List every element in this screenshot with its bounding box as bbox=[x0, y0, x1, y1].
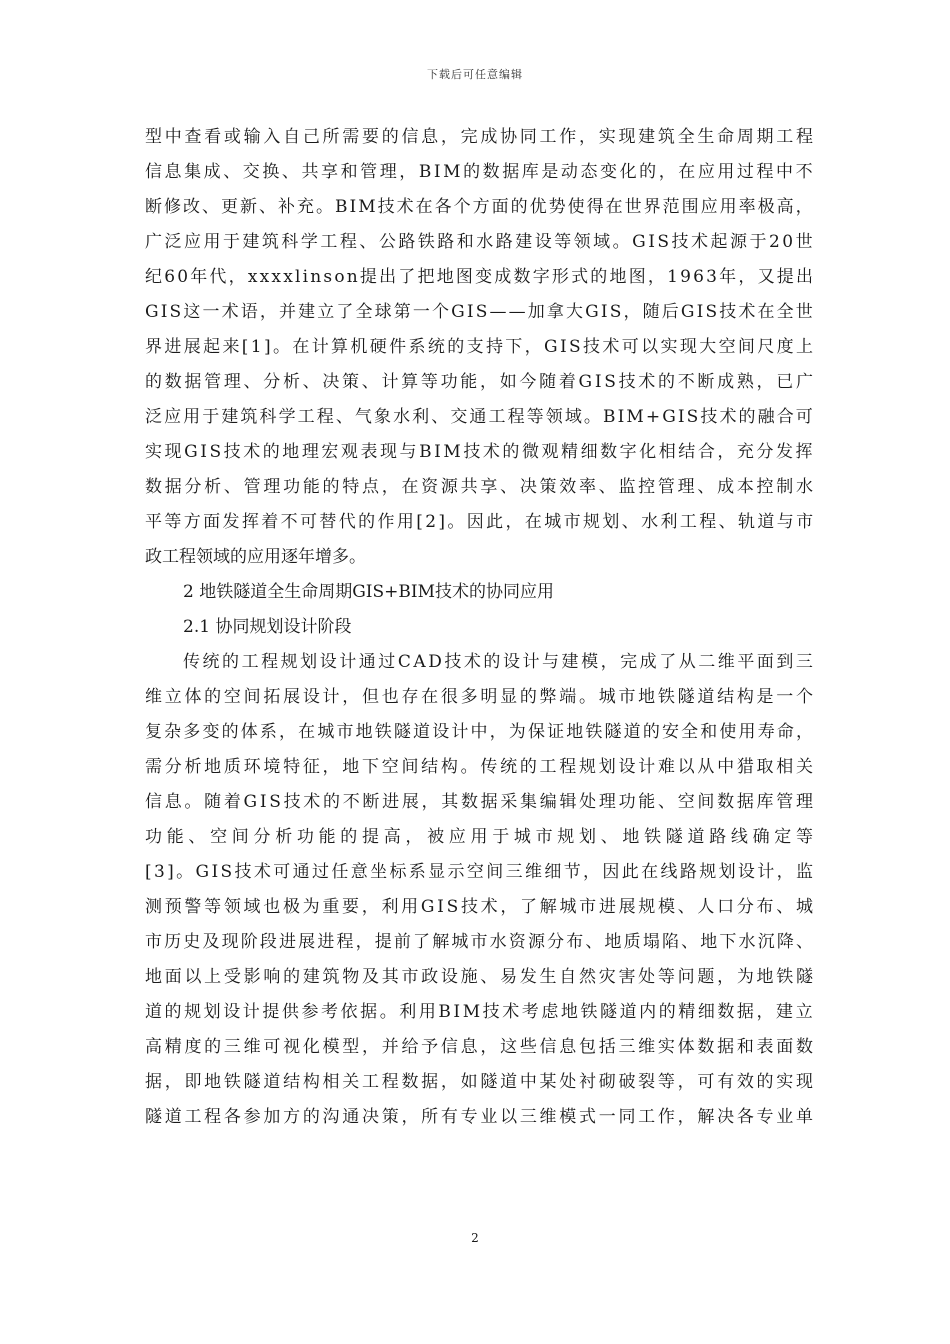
text-line: 高精度的三维可视化模型，并给予信息，这些信息包括三维实体数据和表面数 bbox=[145, 1037, 816, 1057]
text-line: 型中查看或输入自己所需要的信息，完成协同工作，实现建筑全生命周期工程 bbox=[145, 127, 816, 147]
text-line: 界进展起来[1]。在计算机硬件系统的支持下，GIS技术可以实现大空间尺度上 bbox=[145, 337, 816, 357]
page-header-note: 下载后可任意编辑 bbox=[427, 68, 523, 81]
text-line: 断修改、更新、补充。BIM技术在各个方面的优势使得在世界范围应用率极高， bbox=[145, 197, 815, 217]
text-line: 纪60年代，xxxxlinson提出了把地图变成数字形式的地图，1963年，又提出 bbox=[145, 267, 816, 287]
paragraph-bim-gis-intro bbox=[145, 120, 816, 575]
subsection-heading: 2.1 协同规划设计阶段 bbox=[183, 617, 352, 637]
text-line: 的数据管理、分析、决策、计算等功能，如今随着GIS技术的不断成熟，已广 bbox=[145, 372, 816, 392]
text-line: 需分析地质环境特征，地下空间结构。传统的工程规划设计难以从中猎取相关 bbox=[145, 757, 816, 777]
text-line: 地面以上受影响的建筑物及其市政设施、易发生自然灾害处等问题，为地铁隧 bbox=[145, 967, 816, 987]
text-line: 测预警等领域也极为重要，利用GIS技术，了解城市进展规模、人口分布、城 bbox=[145, 897, 816, 917]
page-number: 2 bbox=[471, 1231, 479, 1245]
text-line: 数据分析、管理功能的特点，在资源共享、决策效率、监控管理、成本控制水 bbox=[145, 477, 816, 497]
text-line: 道的规划设计提供参考依据。利用BIM技术考虑地铁隧道内的精细数据，建立 bbox=[145, 1002, 816, 1022]
text-line: 功能、空间分析功能的提高，被应用于城市规划、地铁隧道路线确定等 bbox=[145, 827, 818, 847]
document-body bbox=[145, 120, 818, 1135]
text-line: 维立体的空间拓展设计，但也存在很多明显的弊端。城市地铁隧道结构是一个 bbox=[145, 687, 816, 707]
text-line: [3]。GIS技术可通过任意坐标系显示空间三维细节，因此在线路规划设计，监 bbox=[145, 862, 816, 882]
text-line: 据，即地铁隧道结构相关工程数据，如隧道中某处衬砌破裂等，可有效的实现 bbox=[145, 1072, 816, 1092]
text-line: 市历史及现阶段进展进程，提前了解城市水资源分布、地质塌陷、地下水沉降、 bbox=[145, 932, 816, 952]
text-line: GIS这一术语，并建立了全球第一个GIS——加拿大GIS，随后GIS技术在全世 bbox=[145, 302, 815, 322]
text-line: 平等方面发挥着不可替代的作用[2]。因此，在城市规划、水利工程、轨道与市 bbox=[145, 512, 816, 532]
text-line: 隧道工程各参加方的沟通决策，所有专业以三维模式一同工作，解决各专业单 bbox=[145, 1107, 816, 1127]
text-line: 复杂多变的体系，在城市地铁隧道设计中，为保证地铁隧道的安全和使用寿命， bbox=[145, 722, 816, 742]
text-line: 政工程领域的应用逐年增多。 bbox=[145, 547, 366, 567]
text-line: 泛应用于建筑科学工程、气象水利、交通工程等领域。BIM+GIS技术的融合可 bbox=[145, 407, 815, 427]
text-line: 信息集成、交换、共享和管理，BIM的数据库是动态变化的，在应用过程中不 bbox=[145, 162, 816, 182]
text-line: 广泛应用于建筑科学工程、公路铁路和水路建设等领域。GIS技术起源于20世 bbox=[145, 232, 816, 252]
paragraph-planning-design bbox=[145, 645, 818, 1135]
text-line: 信息。随着GIS技术的不断进展，其数据采集编辑处理功能、空间数据库管理 bbox=[145, 792, 816, 812]
text-line: 实现GIS技术的地理宏观表现与BIM技术的微观精细数字化相结合，充分发挥 bbox=[145, 442, 816, 462]
section-heading: 2 地铁隧道全生命周期GIS+BIM技术的协同应用 bbox=[183, 582, 555, 602]
text-line: 传统的工程规划设计通过CAD技术的设计与建模，完成了从二维平面到三 bbox=[183, 652, 816, 672]
